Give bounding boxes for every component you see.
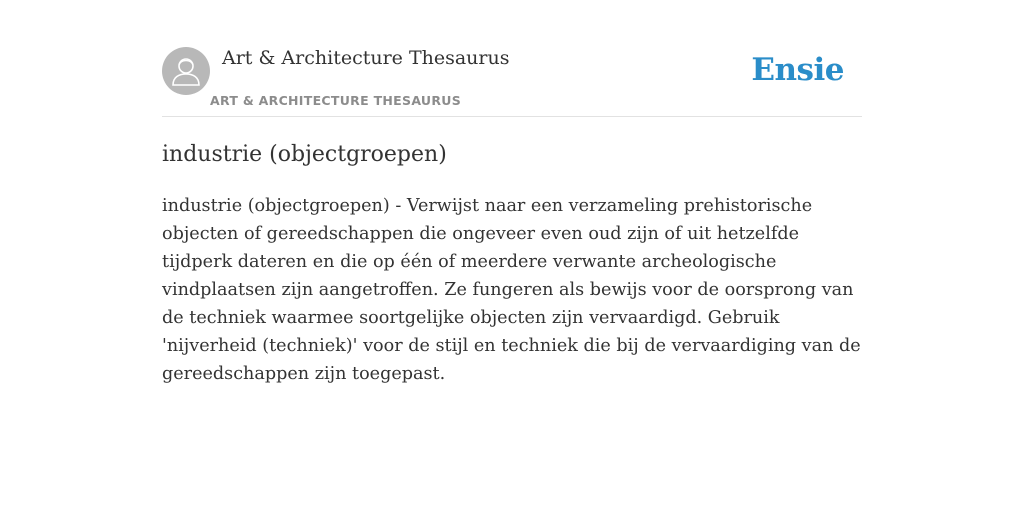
avatar[interactable]	[162, 47, 210, 95]
ensie-logo[interactable]: Ensie	[751, 52, 844, 88]
author-subtitle: ART & ARCHITECTURE THESAURUS	[210, 93, 462, 108]
author-header	[162, 46, 862, 117]
author-name-link[interactable]: Art & Architecture Thesaurus	[222, 47, 510, 69]
page-title: industrie (objectgroepen)	[162, 142, 447, 167]
definition-text: industrie (objectgroepen) - Verwijst naar een verzameling prehistorische objecten of gereedschappen die ongeveer even oud zijn of uit hetzelfde tijdperk dateren en die op één of meerdere verwante archeologische vindplaatsen zijn aangetroffen. Ze fungeren als bewijs voor de oorsprong van de techniek waarmee soortgelijke objecten zijn vervaardigd. Gebruik 'nijverheid (techniek)' voor de stijl en techniek die bij de vervaardiging van de gereedschappen zijn toegepast.	[162, 196, 861, 384]
user-silhouette-icon	[162, 47, 210, 95]
